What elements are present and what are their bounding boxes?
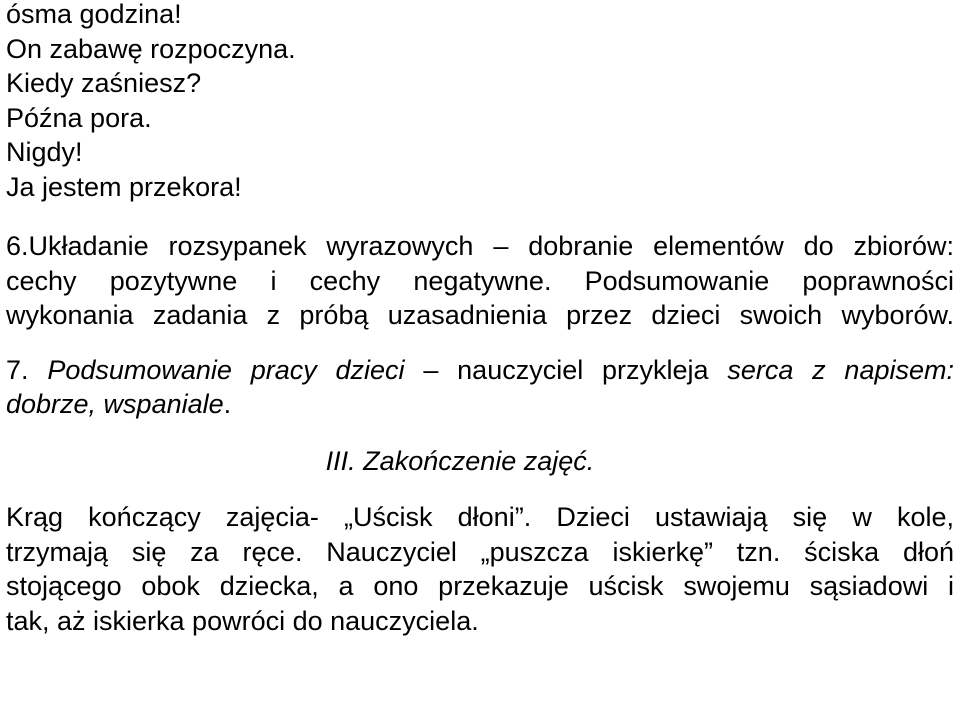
section-6-line-1	[6, 229, 954, 264]
section-3-heading	[6, 444, 954, 479]
ending-paragraph	[6, 500, 954, 638]
section-7-italic-1: Podsumowanie pracy dzieci	[47, 354, 405, 385]
section-7-line-2	[6, 387, 954, 422]
document-page	[6, 0, 954, 638]
section-6-part-a: 6.Układanie rozsypanek wyrazowych	[6, 231, 474, 261]
section-6	[6, 229, 954, 333]
section-7-period: .	[223, 389, 232, 419]
poem-stanza	[6, 0, 954, 204]
section-7	[6, 353, 954, 422]
section-6-line-3: wykonania zadania z próbą uzasadnienia przez dzieci swoich wyborów.	[6, 300, 954, 330]
section-3-heading-text: III. Zakończenie zajęć.	[325, 445, 595, 476]
section-6-line-2: cechy pozytywne i cechy negatywne. Podsumowanie poprawności	[6, 265, 954, 296]
section-7-line-1	[6, 353, 954, 388]
section-7-number: 7.	[6, 354, 29, 385]
poem-line: Kiedy zaśniesz?	[6, 68, 202, 98]
poem-line: On zabawę rozpoczyna.	[6, 33, 296, 64]
poem-line: Późna pora.	[6, 102, 152, 133]
ending-line-4: tak, aż iskierka powróci do nauczyciela.	[6, 605, 479, 636]
section-7-italic-2: serca z napisem:	[727, 354, 954, 385]
poem-line: Ja jestem przekora!	[6, 171, 242, 202]
ending-line-1: Krąg kończący zajęcia- „Uścisk dłoni”. Dzieci ustawiają się w kole,	[6, 502, 954, 532]
section-7-italic-3: dobrze, wspaniale	[6, 389, 224, 419]
ending-line-2: trzymają się za ręce. Nauczyciel „puszcza iskierkę” tzn. ściska dłoń	[6, 536, 954, 567]
section-6-part-b: – dobranie elementów do zbiorów:	[493, 231, 954, 261]
section-7-middle: – nauczyciel przykleja	[423, 354, 709, 385]
section-3	[6, 444, 954, 479]
poem-line: Nigdy!	[6, 137, 83, 167]
ending-line-3: stojącego obok dziecka, a ono przekazuje uścisk swojemu sąsiadowi i	[6, 571, 954, 601]
poem-line: ósma godzina!	[6, 0, 182, 29]
